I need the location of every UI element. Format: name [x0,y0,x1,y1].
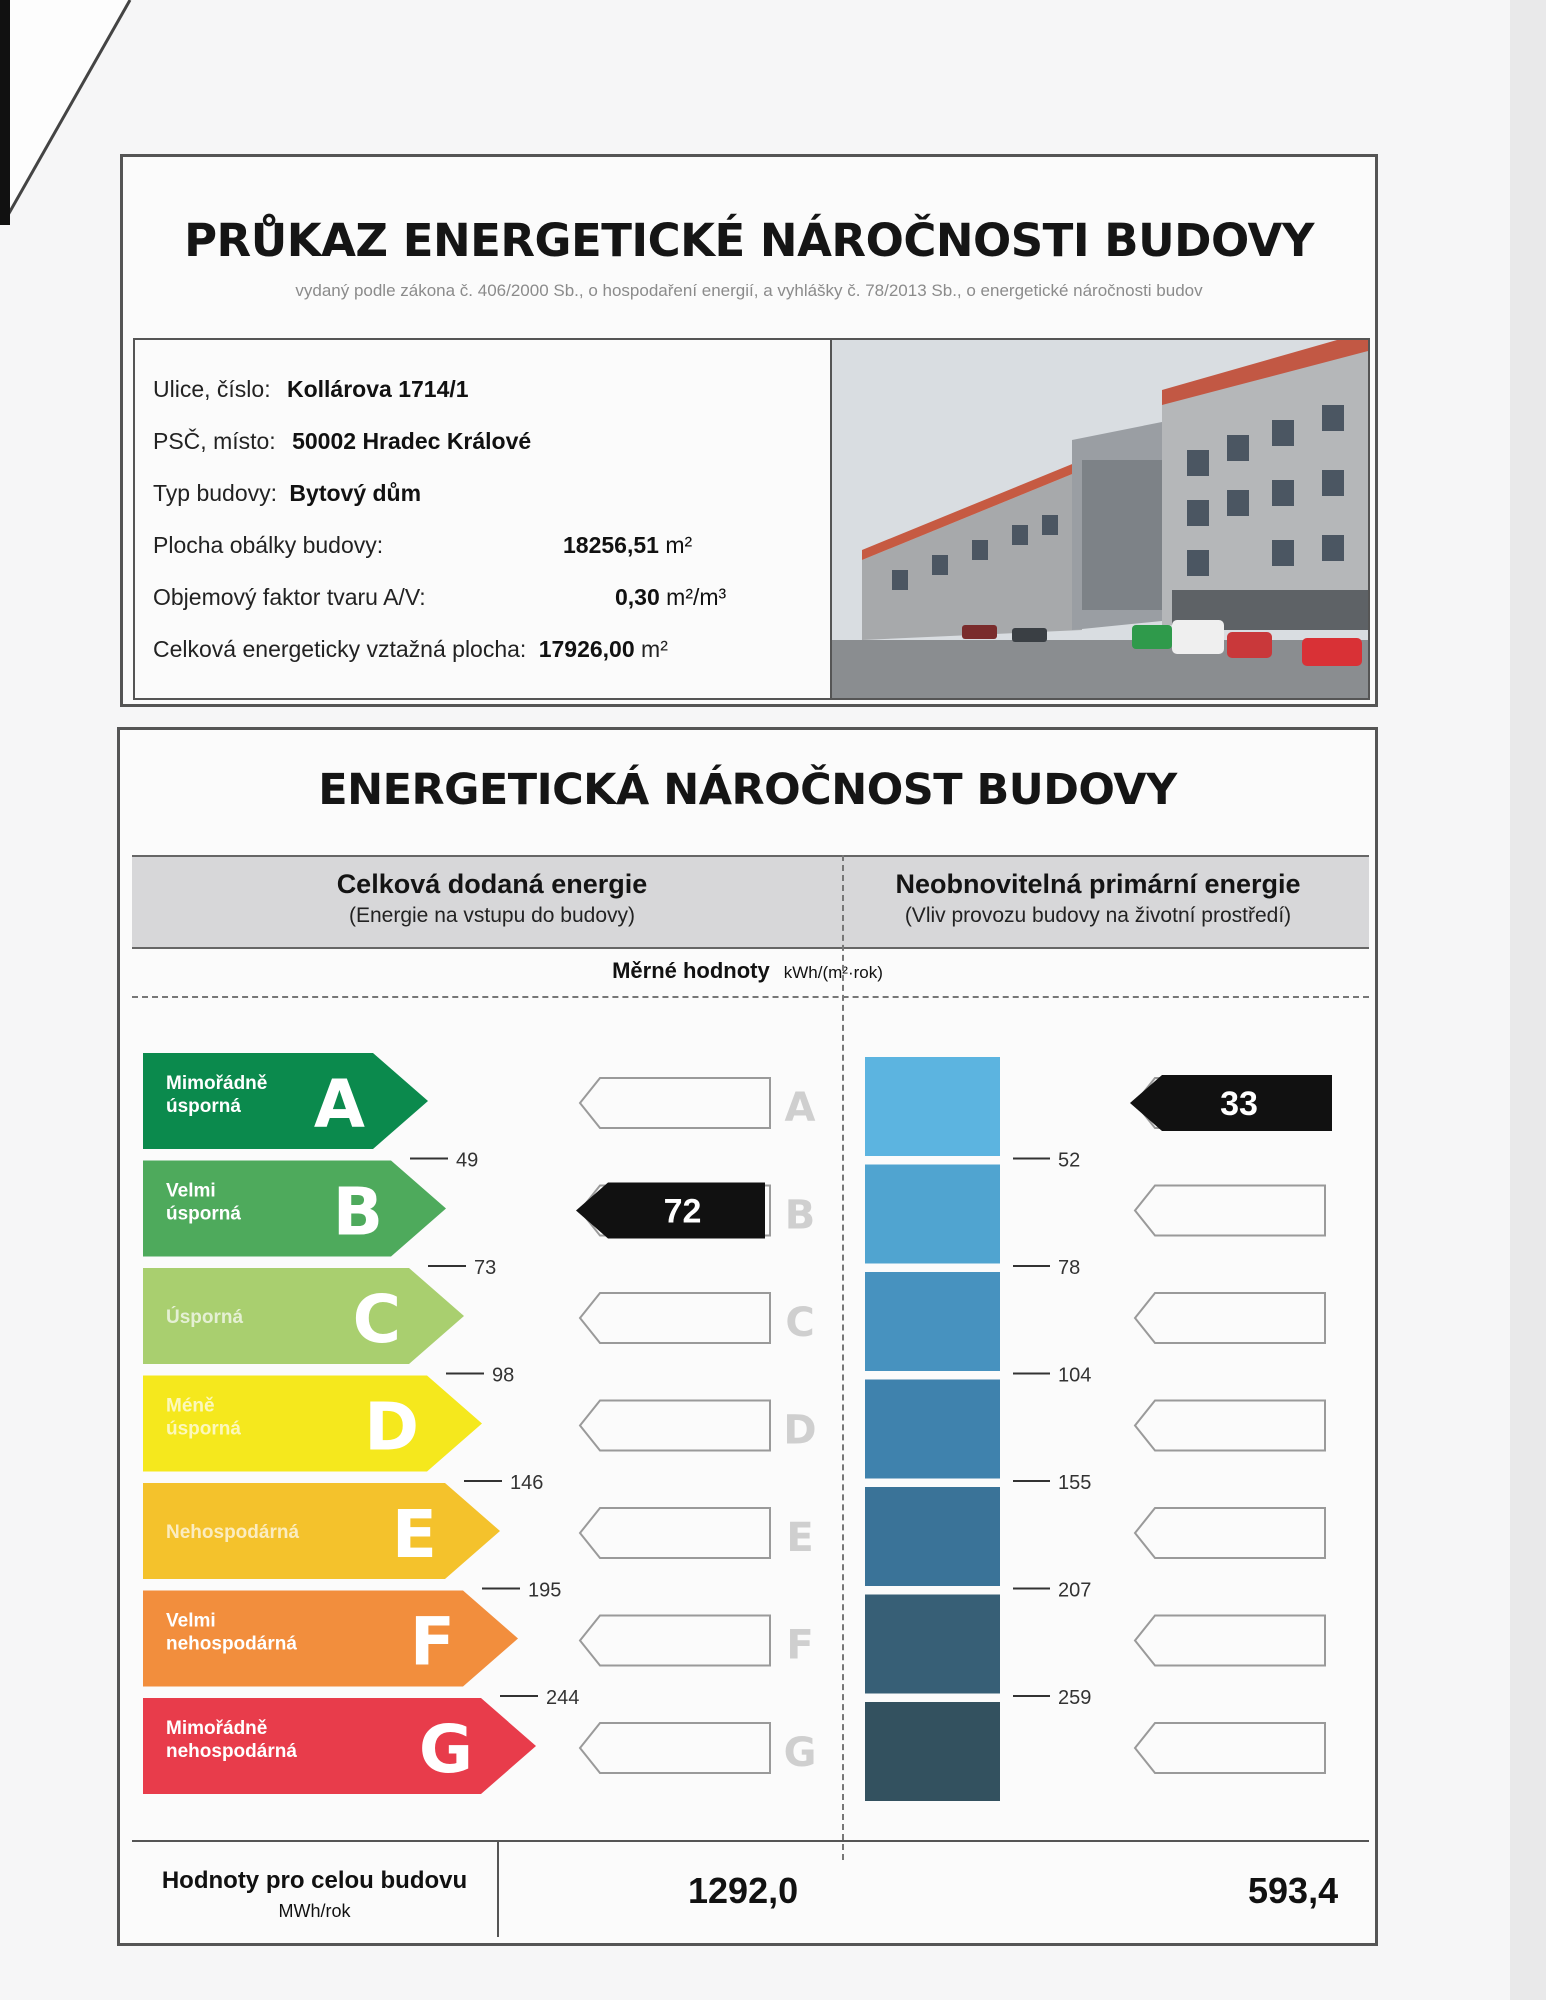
left-marker-outline-c [580,1293,770,1343]
left-marker-outline-d [580,1401,770,1451]
class-label-g: Mimořádně [166,1718,268,1739]
energy-scale [120,730,1375,1943]
building-photo-drawing [832,340,1370,700]
delivered-energy-title: Celková dodaná energie [336,869,648,899]
floor-area-row [153,636,668,663]
primary-scale-segment-b [865,1165,1000,1264]
shape-factor-label: Objemový faktor tvaru A/V: [153,584,426,610]
legal-basis-subtitle: vydaný podle zákona č. 406/2000 Sb., o hospodaření energií, a vyhlášky č. 78/2013 Sb., o energetické náročnosti budov [295,281,1203,300]
left-threshold-label: 195 [528,1579,562,1602]
building-info-box [133,338,833,700]
class-letter-e: E [391,1496,437,1573]
left-ghost-letter-a: A [784,1085,816,1131]
right-marker-outline-e [1135,1508,1325,1558]
class-letter-f: F [409,1603,455,1681]
primary-scale-segment-d [865,1380,1000,1479]
right-threshold-label: 207 [1058,1579,1092,1602]
left-marker-outline-g [580,1723,770,1773]
street-row [153,376,469,403]
left-ghost-letter-c: C [785,1300,815,1346]
left-threshold-label: 244 [546,1687,580,1709]
right-threshold-label: 155 [1058,1472,1092,1494]
shape-factor-unit: m²/m³ [666,584,727,610]
envelope-value: 18256,51 [563,532,659,558]
primary-energy-subtitle: (Vliv provozu budovy na životní prostředí) [904,904,1292,927]
primary-scale-segment-c [865,1272,1000,1371]
certificate-header-panel [120,154,1378,707]
primary-scale-segment-a [865,1057,1000,1156]
left-ghost-letter-b: B [784,1192,816,1239]
class-letter-g: G [418,1711,473,1788]
building-type-label: Typ budovy: [153,480,278,506]
specific-values-label: Měrné hodnoty [612,958,770,983]
envelope-value-group [563,532,692,559]
building-type-row [153,480,421,507]
whole-building-label-cell [132,1842,499,1937]
floor-area-label: Celková energeticky vztažná plocha: [153,636,527,662]
floor-area-unit: m² [641,636,668,662]
class-label-c: Úsporná [166,1307,244,1328]
class-letter-c: C [352,1281,401,1358]
right-marker-outline-f [1135,1616,1325,1666]
delivered-energy-value: 72 [663,1192,702,1231]
left-ghost-letter-f: F [786,1622,814,1669]
class-label-a: Mimořádně [166,1073,268,1094]
class-letter-a: A [313,1066,365,1143]
class-letter-d: D [364,1388,419,1466]
street-value: Kollárova 1714/1 [286,376,469,402]
right-threshold-label: 104 [1058,1364,1092,1387]
left-ghost-letter-e: E [786,1515,814,1561]
class-label-e: Nehospodárná [166,1522,300,1543]
building-photo [830,338,1370,700]
shape-factor-value-group [615,584,726,611]
building-type-value: Bytový dům [289,480,422,506]
delivered-energy-subtitle: (Energie na vstupu do budovy) [348,904,635,927]
left-threshold-label: 98 [492,1364,515,1387]
left-marker-outline-f [580,1616,770,1666]
right-marker-outline-g [1135,1723,1325,1773]
rating-title: ENERGETICKÁ NÁROČNOST BUDOVY [318,765,1177,815]
document-title: PRŮKAZ ENERGETICKÉ NÁROČNOSTI BUDOVY [184,214,1314,267]
primary-scale-segment-g [865,1702,1000,1801]
left-marker-outline-a [580,1078,770,1128]
class-label-a-line2: úsporná [166,1096,241,1117]
class-label-d-line2: úsporná [166,1418,241,1440]
primary-energy-total: 593,4 [1248,1870,1339,1911]
city-row [153,428,531,455]
specific-values-unit: kWh/(m²·rok) [783,963,883,982]
street-label: Ulice, číslo: [153,376,271,402]
whole-building-values [132,1840,1369,1937]
primary-energy-title: Neobnovitelná primární energie [895,869,1301,899]
class-label-b-line2: úsporná [166,1203,241,1225]
class-letter-b: B [332,1173,383,1251]
left-marker-outline-e [580,1508,770,1558]
right-threshold-label: 259 [1058,1687,1092,1709]
right-threshold-label: 52 [1058,1149,1081,1172]
right-marker-outline-d [1135,1401,1325,1451]
right-threshold-label: 78 [1058,1257,1081,1279]
envelope-unit: m² [665,532,693,558]
envelope-label: Plocha obálky budovy: [153,532,384,558]
right-marker-outline-c [1135,1293,1325,1343]
energy-rating-panel [117,727,1378,1946]
class-label-b: Velmi [166,1180,216,1202]
delivered-energy-total: 1292,0 [688,1870,799,1911]
left-ghost-letter-d: D [783,1407,817,1454]
class-label-d: Méně [166,1395,215,1417]
class-label-g-line2: nehospodárná [166,1741,297,1762]
left-ghost-letter-g: G [783,1730,817,1776]
shape-factor-value: 0,30 [615,584,660,610]
left-threshold-label: 49 [456,1149,479,1172]
primary-scale-segment-e [865,1487,1000,1586]
right-marker-outline-b [1135,1186,1325,1236]
left-threshold-label: 146 [510,1472,544,1494]
floor-area-value: 17926,00 [538,636,635,662]
city-value: 50002 Hradec Králové [292,428,532,454]
class-label-f-line2: nehospodárná [166,1633,297,1655]
city-label: PSČ, místo: [153,428,276,454]
primary-energy-value: 33 [1220,1085,1258,1123]
whole-building-unit: MWh/rok [278,1901,351,1921]
class-label-f: Velmi [166,1610,216,1632]
primary-scale-segment-f [865,1595,1000,1694]
left-threshold-label: 73 [474,1257,497,1279]
whole-building-label: Hodnoty pro celou budovu [161,1867,468,1894]
